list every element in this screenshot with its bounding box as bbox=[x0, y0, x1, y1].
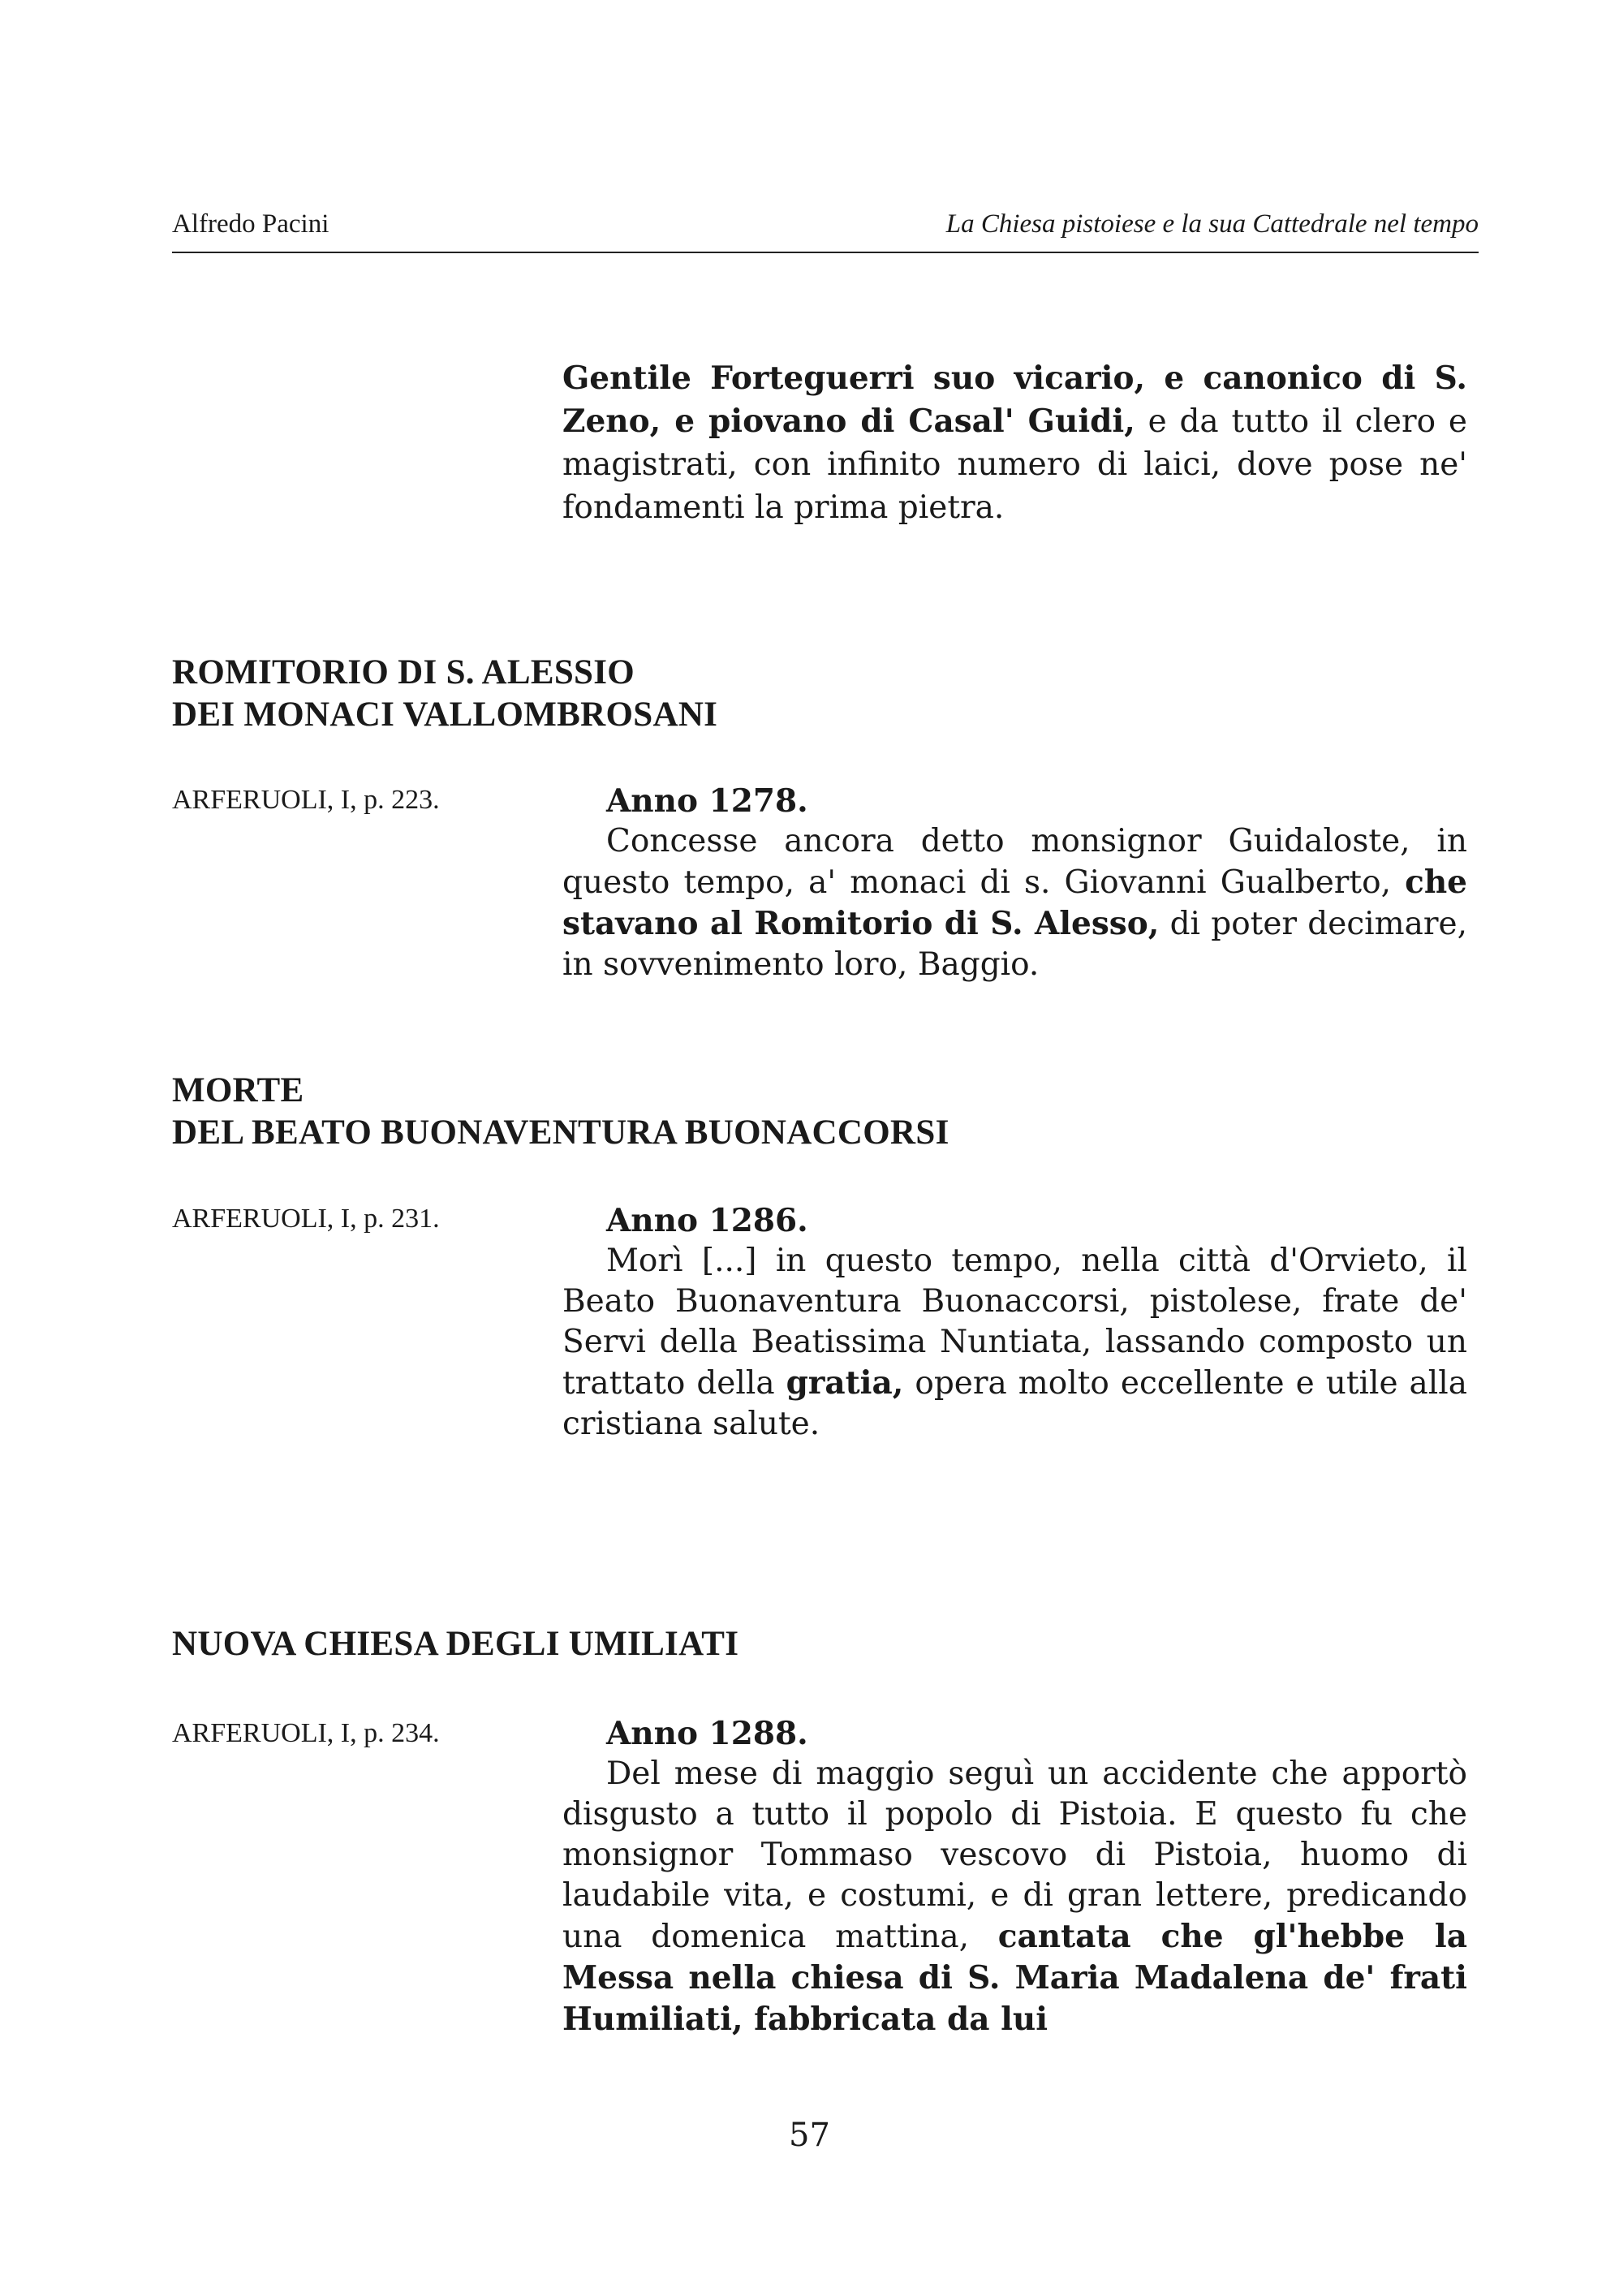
section-heading-line: MORTE bbox=[172, 1071, 304, 1109]
source-reference: ARFERUOLI, I, p. 231. bbox=[172, 1204, 440, 1234]
chronicle-entry bbox=[562, 1200, 1467, 1445]
entry-year: Anno 1286. bbox=[606, 1202, 808, 1239]
entry-text: Concesse ancora detto monsignor Guidaloste, in questo tempo, a' monaci di s. Giovanni Gualberto, che stavano al Romitorio di S. Alesso, di poter decimare, in sovvenimento loro, Baggio. bbox=[562, 823, 1468, 983]
running-head-author: Alfredo Pacini bbox=[172, 209, 329, 239]
entry-year: Anno 1278. bbox=[606, 782, 808, 820]
section-heading-line: DEI MONACI VALLOMBROSANI bbox=[172, 696, 718, 734]
chronicle-entry bbox=[562, 1713, 1467, 2040]
entry-bold-text: cantata che gl'hebbe la Messa nella chiesa di S. Maria Madalena de' frati Humiliati, fabbricata da lui bbox=[562, 1918, 1467, 2038]
section-heading-line: ROMITORIO DI S. ALESSIO bbox=[172, 653, 635, 691]
section-heading-umiliati bbox=[172, 1623, 1470, 1665]
running-head-title: La Chiesa pistoiese e la sua Cattedrale nel tempo bbox=[945, 209, 1479, 239]
section-heading-romitorio bbox=[172, 652, 1470, 736]
section-heading-morte bbox=[172, 1070, 1470, 1154]
entry-text: Morì [...] in questo tempo, nella città d'Orvieto, il Beato Buonaventura Buonaccorsi, pistolese, frate de' Servi della Beatissima Nuntiata, lassando composto un trattato della gratia, opera molto eccellente e utile alla cristiana salute. bbox=[562, 1243, 1467, 1442]
intro-paragraph bbox=[562, 357, 1467, 529]
entry-year: Anno 1288. bbox=[606, 1715, 808, 1752]
chronicle-entry bbox=[562, 781, 1467, 985]
source-reference: ARFERUOLI, I, p. 223. bbox=[172, 785, 440, 815]
section-heading-line: NUOVA CHIESA DEGLI UMILIATI bbox=[172, 1625, 739, 1663]
intro-bold-text: Gentile Forteguerri suo vicario, e canonico di S. Zeno, e piovano di Casal' Guidi, bbox=[562, 360, 1467, 440]
intro-text: e da tutto il clero e magistrati, con infinito numero di laici, dove pose ne' fondamenti la prima pietra. bbox=[562, 403, 1468, 526]
entry-bold-text: gratia, bbox=[786, 1364, 904, 1402]
entry-bold-text: che stavano al Romitorio di S. Alesso, bbox=[562, 864, 1467, 942]
page-number: 57 bbox=[789, 2117, 830, 2154]
source-reference: ARFERUOLI, I, p. 234. bbox=[172, 1718, 440, 1748]
header-rule bbox=[172, 252, 1479, 253]
section-heading-line: DEL BEATO BUONAVENTURA BUONACCORSI bbox=[172, 1114, 949, 1152]
entry-text: Del mese di maggio seguì un accidente che apportò disgusto a tutto il popolo di Pistoia. E questo fu che monsignor Tommaso vescovo di Pistoia, huomo di laudabile vita, e costumi, e di gran lettere, predicando una domenica mattina, cantata che gl'hebbe la Messa nella chiesa di S. Maria Madalena de' frati Humiliati, fabbricata da lui bbox=[562, 1755, 1467, 2038]
